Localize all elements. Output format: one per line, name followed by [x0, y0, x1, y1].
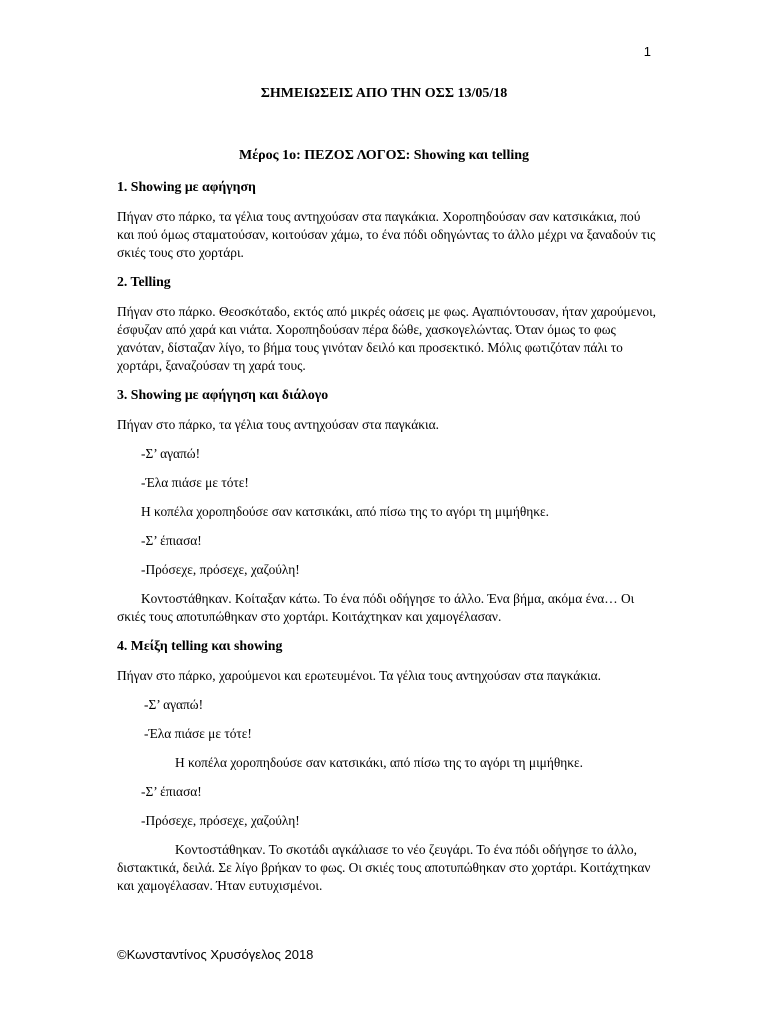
section-heading-mix: 4. Μείξη telling και showing — [117, 638, 283, 653]
section-4-dialogue-line: -Σ’ αγαπώ! — [144, 697, 204, 712]
section-3-intro: Πήγαν στο πάρκο, τα γέλια τους αντηχούσαν στα παγκάκια. — [117, 417, 439, 432]
section-3-dialogue-line: -Σ’ έπιασα! — [141, 533, 202, 548]
section-4-dialogue-line: -Πρόσεχε, πρόσεχε, χαζούλη! — [141, 813, 300, 828]
section-3-narration-line: Η κοπέλα χοροπηδούσε σαν κατσικάκι, από πίσω της το αγόρι τη μιμήθηκε. — [141, 504, 550, 519]
document-body — [117, 178, 657, 906]
section-heading-telling: 2. Telling — [117, 274, 171, 289]
copyright-footer: ©Κωνσταντίνος Χρυσόγελος 2018 — [117, 947, 314, 962]
section-4-dialogue-line: -Έλα πιάσε με τότε! — [144, 726, 252, 741]
section-3-dialogue-line: -Πρόσεχε, πρόσεχε, χαζούλη! — [141, 562, 300, 577]
page-number: 1 — [643, 44, 651, 59]
document-title: ΣΗΜΕΙΩΣΕΙΣ ΑΠΟ ΤΗΝ ΟΣΣ 13/05/18 — [260, 86, 508, 101]
section-1-paragraph: Πήγαν στο πάρκο, τα γέλια τους αντηχούσαν στα παγκάκια. Χοροπηδούσαν σαν κατσικάκια, πού και πού όμως σταματούσαν, κοιτούσαν χάμω, το ένα πόδι οδηγώντας το άλλο μέχρι να ξαναδούν τις σκιές τους στο χορτάρι. — [117, 209, 656, 260]
section-2-paragraph: Πήγαν στο πάρκο. Θεοσκόταδο, εκτός από μικρές οάσεις με φως. Αγαπιόντουσαν, ήταν χαρούμενοι, έσφυζαν από χαρά και νιάτα. Χοροπηδούσαν πέρα δώθε, χασκογελώντας. Όταν όμως το φως χανόταν, δίσταζαν λίγο, το βήμα τους γινόταν δειλό και προσεκτικό. Μόλις φωτιζόταν πάλι το χορτάρι, ξαναζούσαν τη χαρά τους. — [117, 304, 657, 373]
section-heading-showing-narration: 1. Showing με αφήγηση — [117, 179, 256, 194]
section-4-intro: Πήγαν στο πάρκο, χαρούμενοι και ερωτευμένοι. Τα γέλια τους αντηχούσαν στα παγκάκια. — [117, 668, 601, 683]
section-4-dialogue-line: -Σ’ έπιασα! — [141, 784, 202, 799]
section-3-dialogue-line: -Σ’ αγαπώ! — [141, 446, 201, 461]
section-3-closing: Κοντοστάθηκαν. Κοίταξαν κάτω. Το ένα πόδι οδήγησε το άλλο. Ένα βήμα, ακόμα ένα… Οι σκιές τους αποτυπώθηκαν στο χορτάρι. Κοιτάχτηκαν και χαμογέλασαν. — [117, 591, 635, 624]
section-4-closing: Κοντοστάθηκαν. Το σκοτάδι αγκάλιασε το νέο ζευγάρι. Το ένα πόδι οδήγησε το άλλο, διστακτικά, δειλά. Σε λίγο βρήκαν το φως. Οι σκιές τους αποτυπώθηκαν στο χορτάρι. Κοιτάχτηκαν και χαμογέλασαν. Ήταν ευτυχισμένοι. — [117, 842, 651, 893]
part-title: Μέρος 1ο: ΠΕΖΟΣ ΛΟΓΟΣ: Showing και telling — [238, 148, 530, 163]
section-3-dialogue-line: -Έλα πιάσε με τότε! — [141, 475, 249, 490]
section-heading-showing-dialogue: 3. Showing με αφήγηση και διάλογο — [117, 387, 329, 402]
section-4-narration-line: Η κοπέλα χοροπηδούσε σαν κατσικάκι, από πίσω της το αγόρι τη μιμήθηκε. — [175, 755, 584, 770]
